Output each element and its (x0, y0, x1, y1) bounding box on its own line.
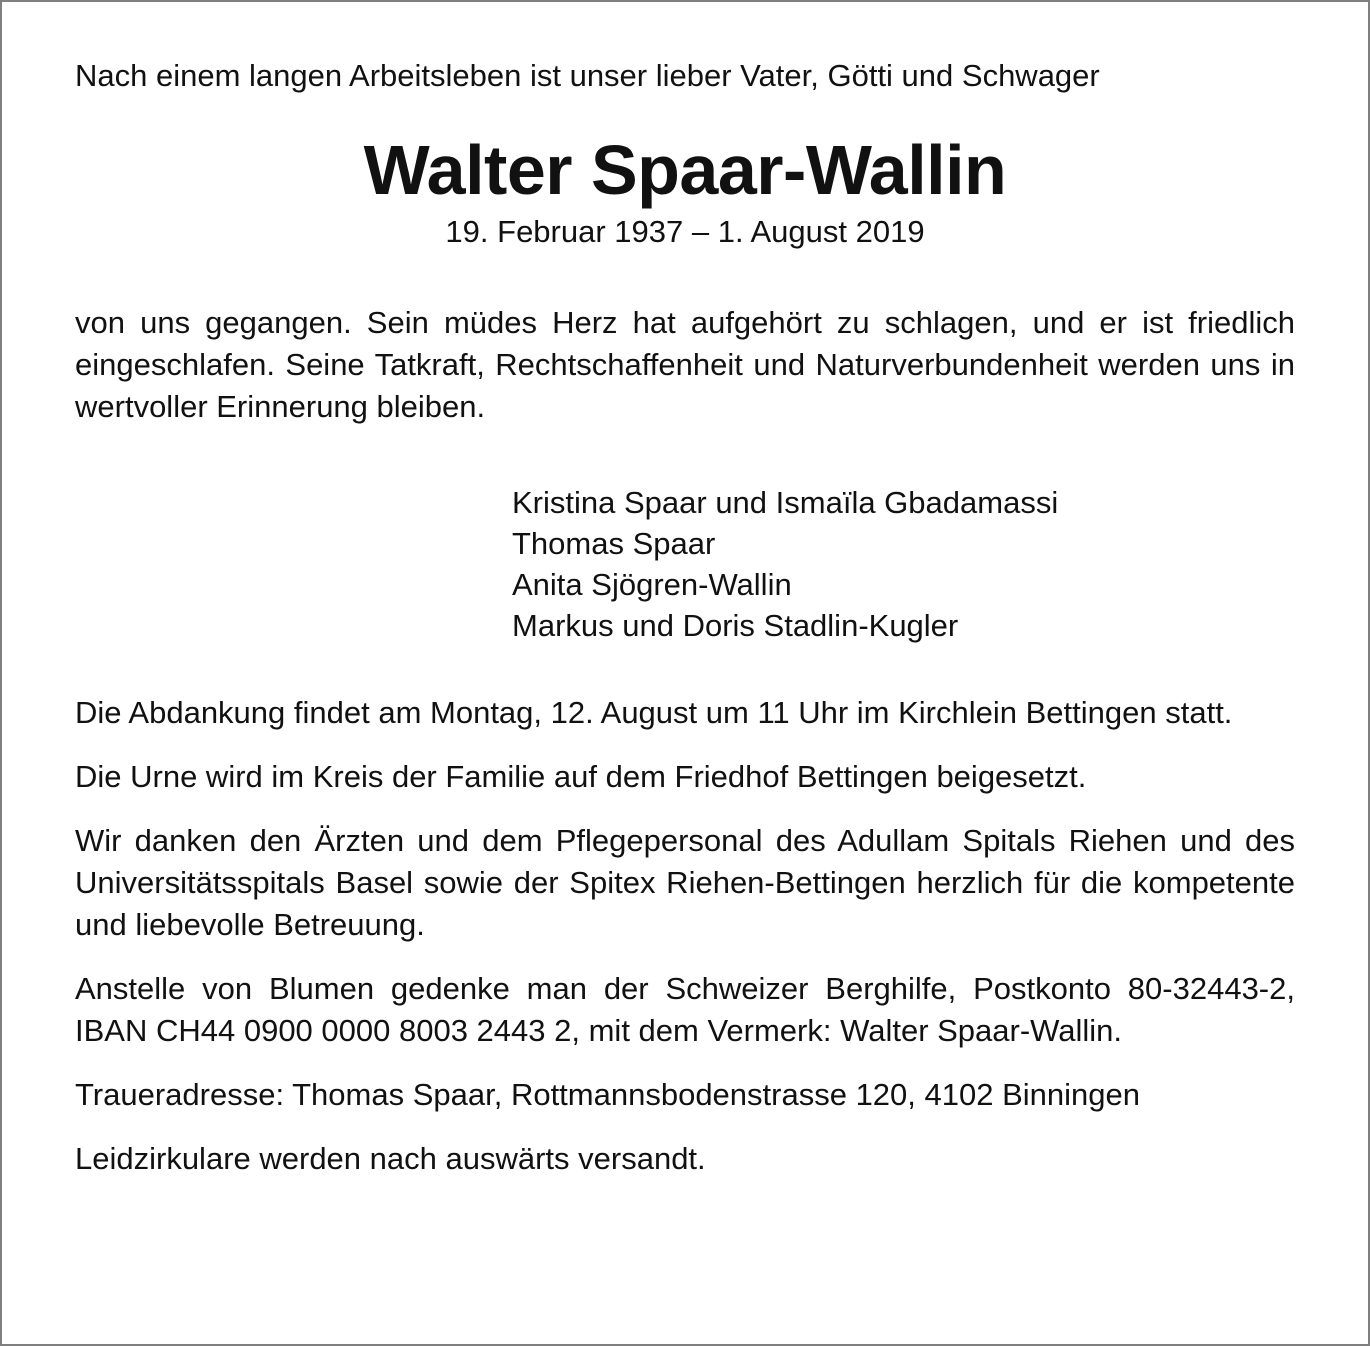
farewell-paragraph: von uns gegangen. Sein müdes Herz hat aufgehört zu schlagen, und er ist friedlich eingeschlafen. Seine Tatkraft, Rechtschaffenheit und Naturverbundenheit werden uns in wertvoller Erinnerung bleiben. (75, 305, 1295, 424)
obituary-notice (75, 55, 1295, 1180)
burial-paragraph: Die Urne wird im Kreis der Familie auf dem Friedhof Bettingen beigesetzt. (75, 759, 1087, 794)
donation-paragraph: Anstelle von Blumen gedenke man der Schweizer Berghilfe, Postkonto 80-32443-2, IBAN CH44 0900 0000 8003 2443 2, mit dem Vermerk: Walter Spaar-Wallin. (75, 971, 1295, 1048)
deceased-name: Walter Spaar-Wallin (363, 131, 1007, 209)
mourner-name: Anita Sjögren-Wallin (512, 567, 792, 602)
mourner-name: Kristina Spaar und Ismaïla Gbadamassi (512, 485, 1059, 520)
life-dates: 19. Februar 1937 – 1. August 2019 (445, 214, 925, 249)
mourning-address: Traueradresse: Thomas Spaar, Rottmannsbodenstrasse 120, 4102 Binningen (75, 1077, 1140, 1112)
mourner-name: Markus und Doris Stadlin-Kugler (512, 608, 959, 643)
circulars-note: Leidzirkulare werden nach auswärts versandt. (75, 1141, 706, 1176)
mourner-name: Thomas Spaar (512, 526, 716, 561)
thanks-paragraph: Wir danken den Ärzten und dem Pflegepersonal des Adullam Spitals Riehen und des Universitätsspitals Basel sowie der Spitex Riehen-Bettingen herzlich für die kompetente und liebevolle Betreuung. (75, 823, 1295, 942)
service-paragraph: Die Abdankung findet am Montag, 12. August um 11 Uhr im Kirchlein Bettingen statt. (75, 695, 1233, 730)
intro-line: Nach einem langen Arbeitsleben ist unser lieber Vater, Götti und Schwager (75, 58, 1100, 93)
mourners-list (512, 482, 1295, 646)
